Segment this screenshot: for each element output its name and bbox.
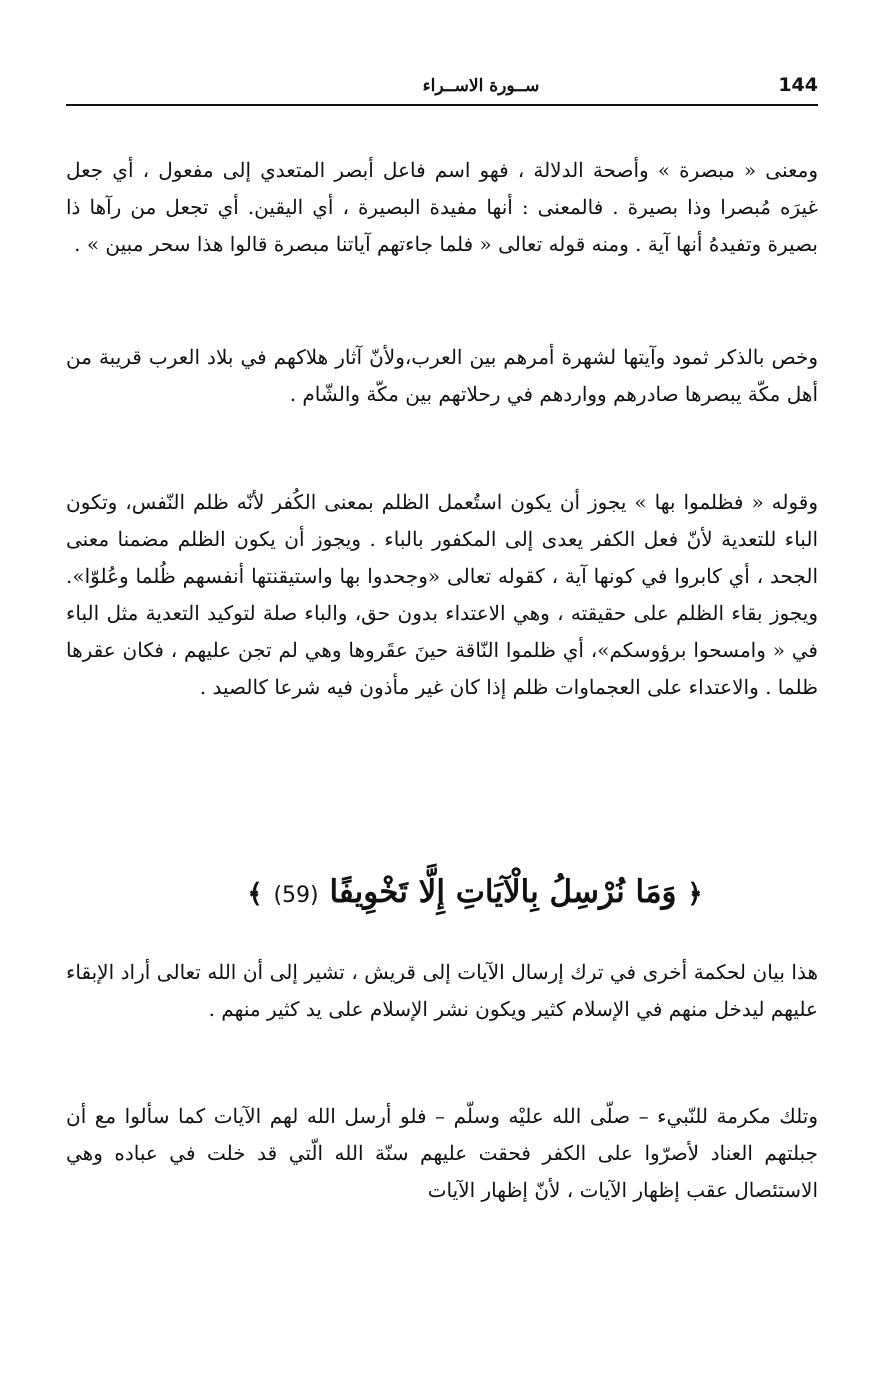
page-header bbox=[66, 74, 818, 102]
quran-verse bbox=[150, 862, 800, 926]
header-divider bbox=[66, 104, 818, 106]
verse-open-bracket: ﴿ bbox=[687, 879, 703, 909]
paragraph-4: هذا بيان لحكمة أخرى في ترك إرسال الآيات إلى قريش ، تشير إلى أن الله تعالى أراد الإبقاء عليهم ليدخل منهم في الإسلام كثير ويكون نشر الإسلام على يد كثير منهم . bbox=[66, 960, 818, 1021]
paragraph-1: ومعنى « مبصرة » وأصحة الدلالة ، فهو اسم فاعل أبصر المتعدي إلى مفعول ، أي جعل غيرَه مُبصرا وذا بصيرة . فالمعنى : أنها مفيدة البصيرة ، أي اليقين. أي تجعل من رآها ذا بصيرة وتفيدهُ أنها آية . ومنه قوله تعالى « فلما جاءتهم آياتنا مبصرة قالوا هذا سحر مبين » . bbox=[66, 158, 818, 256]
verse-close-bracket: ﴾ bbox=[247, 879, 263, 909]
verse-text: وَمَا نُرْسِلُ بِالْآيَاتِ إِلَّا تَخْوِيفًا bbox=[329, 874, 677, 910]
verse-number: (59) bbox=[273, 883, 319, 908]
paragraph-3: وقوله « فظلموا بها » يجوز أن يكون استُعمل الظلم بمعنى الكُفر لأنّه ظلم النّفس، وتكون الباء للتعدية لأنّ فعل الكفر يعدى إلى المكفور بالباء . ويجوز أن يكون الظلم مضمنا معنى الجحد ، أي كابروا في كونها آية ، كقوله تعالى «وجحدوا بها واستيقنتها أنفسهم ظُلما وعُلوّا». ويجوز بقاء الظلم على حقيقته ، وهي الاعتداء بدون حق، والباء صلة لتوكيد التعدية مثل الباء في « وامسحوا برؤوسكم»، أي ظلموا النّاقة حينَ عقَروها وهي لم تجن عليهم ، فكان عقرها ظلما . والاعتداء على العجماوات ظلم إذا كان غير مأذون فيه شرعا كالصيد . bbox=[66, 490, 818, 699]
paragraph-5: وتلك مكرمة للنّبيء – صلّى الله عليْه وسلّم – فلو أرسل الله لهم الآيات كما سألوا مع أن جبلتهم العناد لأصرّوا على الكفر فحقت عليهم سنّة الله الّتي قد خلت في عباده وهي الاستئصال عقب إظهار الآيات ، لأنّ إظهار الآيات bbox=[66, 1104, 818, 1202]
running-title: ســورة الاســراء bbox=[422, 76, 540, 96]
paragraph-2: وخص بالذكر ثمود وآيتها لشهرة أمرهم بين العرب،ولأنّ آثار هلاكهم في بلاد العرب قريبة من أهل مكّة يبصرها صادرهم وواردهم في رحلاتهم بين مكّة والشّام . bbox=[66, 345, 818, 406]
page-number: 144 bbox=[778, 74, 818, 96]
